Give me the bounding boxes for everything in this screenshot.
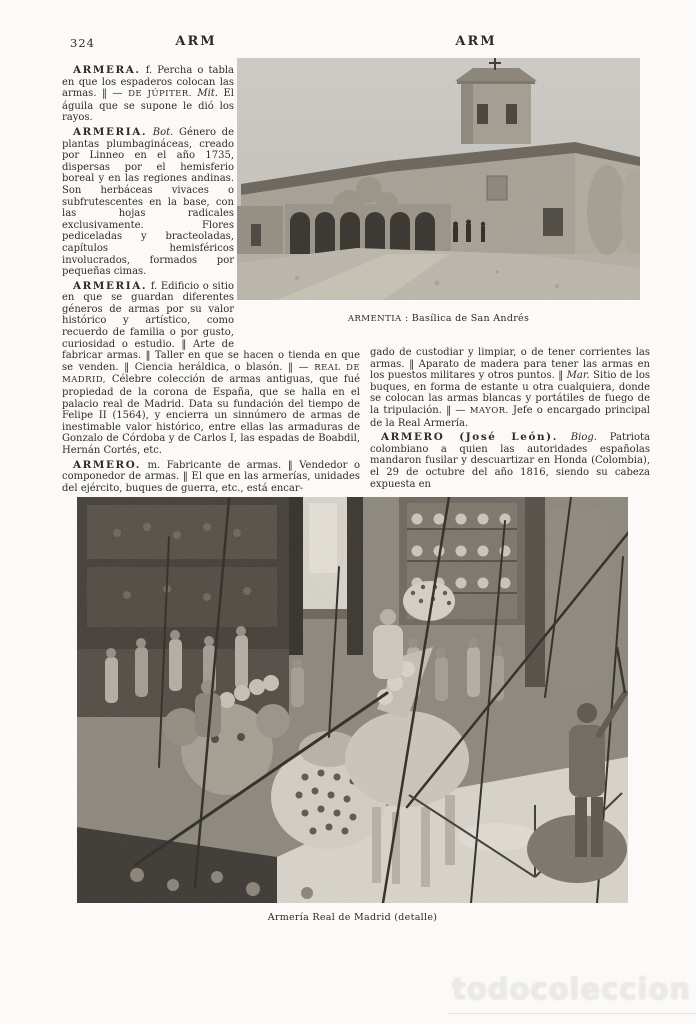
text-segment: Célebre colección de armas antiguas, que fué propiedad de la corona de España, que se halla en el palacio real de Madrid. Data su fundación del tiempo de Felipe II (1564), y encierra un sinnúmero de armas de inestimable valor histórico, entre ellas las armaduras de Gonzalo de Córdoba y de Carlos I, las espadas de Boabdil, Hernán Cortés, etc. — [62, 374, 360, 456]
text-segment: ARMERO. — [73, 458, 142, 471]
text-segment: gado de custodiar y limpiar, o de tener corrientes las armas. ‖ Aparato de madera para tener las armas en los puestos militares y otros puntos. ‖ — [370, 347, 650, 382]
text-segment: ARMERIA. — [73, 279, 148, 292]
text-segment: El águila que se supone le dió los rayos. — [62, 88, 234, 124]
text-segment: Patriota colombiano a quien las autoridades españolas mandaron fusilar y descuartizar en Honda (Colombia), el 29 de octubre del año 1816, siendo su cabeza expuesta en — [370, 432, 650, 490]
right-column-text — [370, 347, 650, 490]
text-segment: ARMERIA. — [73, 125, 148, 138]
text-segment: Sitio de los buques, en forma de estante u otra cualquiera, donde se colocan las armas blancas y portátiles de fuego de la tripulación. ‖ — — [370, 370, 650, 416]
text-segment: f. Percha o tabla en que los espaderos colocan las armas. ‖ — — [62, 65, 234, 100]
armeria-figure — [77, 497, 628, 923]
armeria-caption — [77, 912, 628, 923]
running-head-right: ARM — [455, 34, 497, 49]
basilica-figure — [237, 58, 640, 324]
text-segment: Jefe o encargado principal de la Real Armería. — [370, 404, 650, 429]
text-segment: : Basílica de San Andrés — [401, 313, 530, 324]
running-head-left: ARM — [175, 34, 217, 49]
page-content — [62, 58, 650, 923]
text-segment: Género de plantas plumbagináceas, creado por Linneo en el año 1735, dispersas por el hemisferio boreal y en las regiones andinas. Son herbáceas vivaces o subfrutescentes en la base, con las hojas radicales exclusivamente. Flores pediceladas y bracteoladas, capítulos hemisféricos involucrados, formados por pequeñas cimas. — [62, 126, 234, 278]
text-segment: Mar. — [566, 370, 590, 382]
text-segment — [558, 432, 571, 443]
page-number: 324 — [70, 36, 95, 50]
bottom-rule — [448, 1013, 696, 1014]
dictionary-paragraph — [62, 460, 360, 495]
text-segment: ARMENTIA — [347, 314, 402, 324]
text-segment: Mit. — [197, 88, 218, 100]
armeria-photo — [77, 497, 628, 903]
todocoleccion-watermark: todocoleccion — [451, 972, 691, 1006]
dictionary-paragraph — [370, 432, 650, 490]
text-segment: MAYOR. — [469, 405, 509, 416]
basilica-photo — [237, 58, 640, 300]
text-segment: m. Fabricante de armas. ‖ Vendedor o componedor de armas. ‖ El que en las armerías, unidades del ejército, buques de guerra, etc., está encar- — [62, 459, 360, 494]
text-segment: Bot. — [152, 126, 174, 138]
dictionary-paragraph — [370, 347, 650, 429]
basilica-caption — [237, 313, 640, 324]
text-segment: ARMERO (José León). — [381, 431, 558, 444]
text-segment: REAL DE MADRID, — [62, 362, 360, 386]
text-segment: Biog. — [570, 432, 597, 444]
text-segment: f. Edificio o sitio en que se guardan diferentes géneros de armas por su valor histórico y artístico, como recuerdo de familia o por gusto, curiosidad o estudio. ‖ Arte de fabricar armas. ‖ Taller en que se hacen o tienda en que se venden. ‖ Ciencia heráldica, o blasón. ‖ — — [62, 280, 360, 373]
text-segment: Armería Real de Madrid (detalle) — [267, 912, 438, 924]
text-segment: DE JÚPITER. — [128, 89, 192, 100]
text-segment: ARMERA. — [73, 64, 141, 76]
